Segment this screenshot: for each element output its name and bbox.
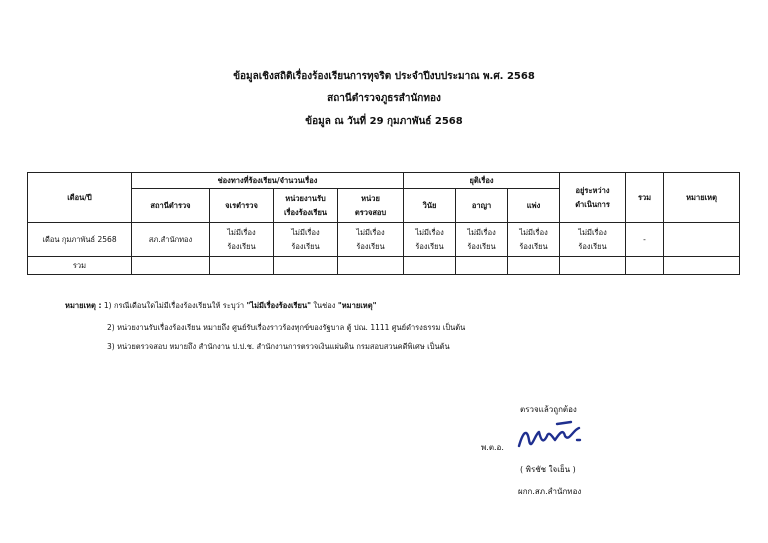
row-station: สภ.สำนักทอง	[132, 223, 210, 257]
header-total: รวม	[626, 173, 664, 223]
header-police-inspector: จเรตำรวจ	[210, 189, 274, 223]
cell-total: -	[626, 223, 664, 257]
header-criminal: อาญา	[456, 189, 508, 223]
cell-audit-agency: ไม่มีเรื่อง ร้องเรียน	[338, 223, 404, 257]
cell-police-inspector: ไม่มีเรื่อง ร้องเรียน	[210, 223, 274, 257]
signer-rank: พ.ต.อ.	[481, 443, 504, 452]
note-line-3: 3) หน่วยตรวจสอบ หมายถึง สำนักงาน ป.ป.ช. สำนักงานการตรวจเงินแผ่นดิน กรมสอบสวนคดีพิเศษ เป็นต้น	[107, 342, 450, 351]
header-civil: แพ่ง	[508, 189, 560, 223]
header-audit-agency: หน่วย ตรวจสอบ	[338, 189, 404, 223]
signer-name: ( พิรชัช ใจเย็น )	[520, 465, 576, 474]
header-station: สถานีตำรวจ	[132, 189, 210, 223]
cell-civil: ไม่มีเรื่อง ร้องเรียน	[508, 223, 560, 257]
header-remark: หมายเหตุ	[664, 173, 740, 223]
header-month: เดือน/ปี	[28, 173, 132, 223]
row-month: เดือน กุมภาพันธ์ 2568	[28, 223, 132, 257]
header-in-progress: อยู่ระหว่าง ดำเนินการ	[560, 173, 626, 223]
complaint-statistics-table	[27, 172, 740, 275]
cell-criminal: ไม่มีเรื่อง ร้องเรียน	[456, 223, 508, 257]
header-channels-group: ช่องทางที่ร้องเรียน/จำนวนเรื่อง	[132, 173, 404, 189]
data-date: ข้อมูล ณ วันที่ 29 กุมภาพันธ์ 2568	[305, 116, 463, 127]
note-label: หมายเหตุ :	[65, 301, 102, 310]
cell-discipline: ไม่มีเรื่อง ร้องเรียน	[404, 223, 456, 257]
verified-text: ตรวจแล้วถูกต้อง	[520, 405, 577, 414]
total-row	[28, 257, 740, 275]
header-receiving-agency: หน่วยงานรับ เรื่องร้องเรียน	[274, 189, 338, 223]
note-line-1: หมายเหตุ : 1) กรณีเดือนใดไม่มีเรื่องร้องเรียนให้ ระบุว่า "ไม่มีเรื่องร้องเรียน" ในช่อง "หมายเหตุ"	[65, 301, 377, 310]
station-name: สถานีตำรวจภูธรสำนักทอง	[327, 93, 441, 104]
report-title: ข้อมูลเชิงสถิติเรื่องร้องเรียนการทุจริต ประจำปีงบประมาณ พ.ศ. 2568	[233, 71, 535, 82]
signer-position: ผกก.สภ.สำนักทอง	[518, 487, 582, 496]
total-row-label: รวม	[28, 257, 132, 275]
header-closed-group: ยุติเรื่อง	[404, 173, 560, 189]
cell-receiving-agency: ไม่มีเรื่อง ร้องเรียน	[274, 223, 338, 257]
cell-remark	[664, 223, 740, 257]
table-row	[28, 223, 740, 257]
note-line-2: 2) หน่วยงานรับเรื่องร้องเรียน หมายถึง ศูนย์รับเรื่องราวร้องทุกข์ของรัฐบาล ตู้ ปณ. 1111 ศูนย์ดำรงธรรม เป็นต้น	[107, 323, 466, 332]
cell-in-progress: ไม่มีเรื่อง ร้องเรียน	[560, 223, 626, 257]
handwritten-signature	[513, 418, 593, 458]
header-discipline: วินัย	[404, 189, 456, 223]
